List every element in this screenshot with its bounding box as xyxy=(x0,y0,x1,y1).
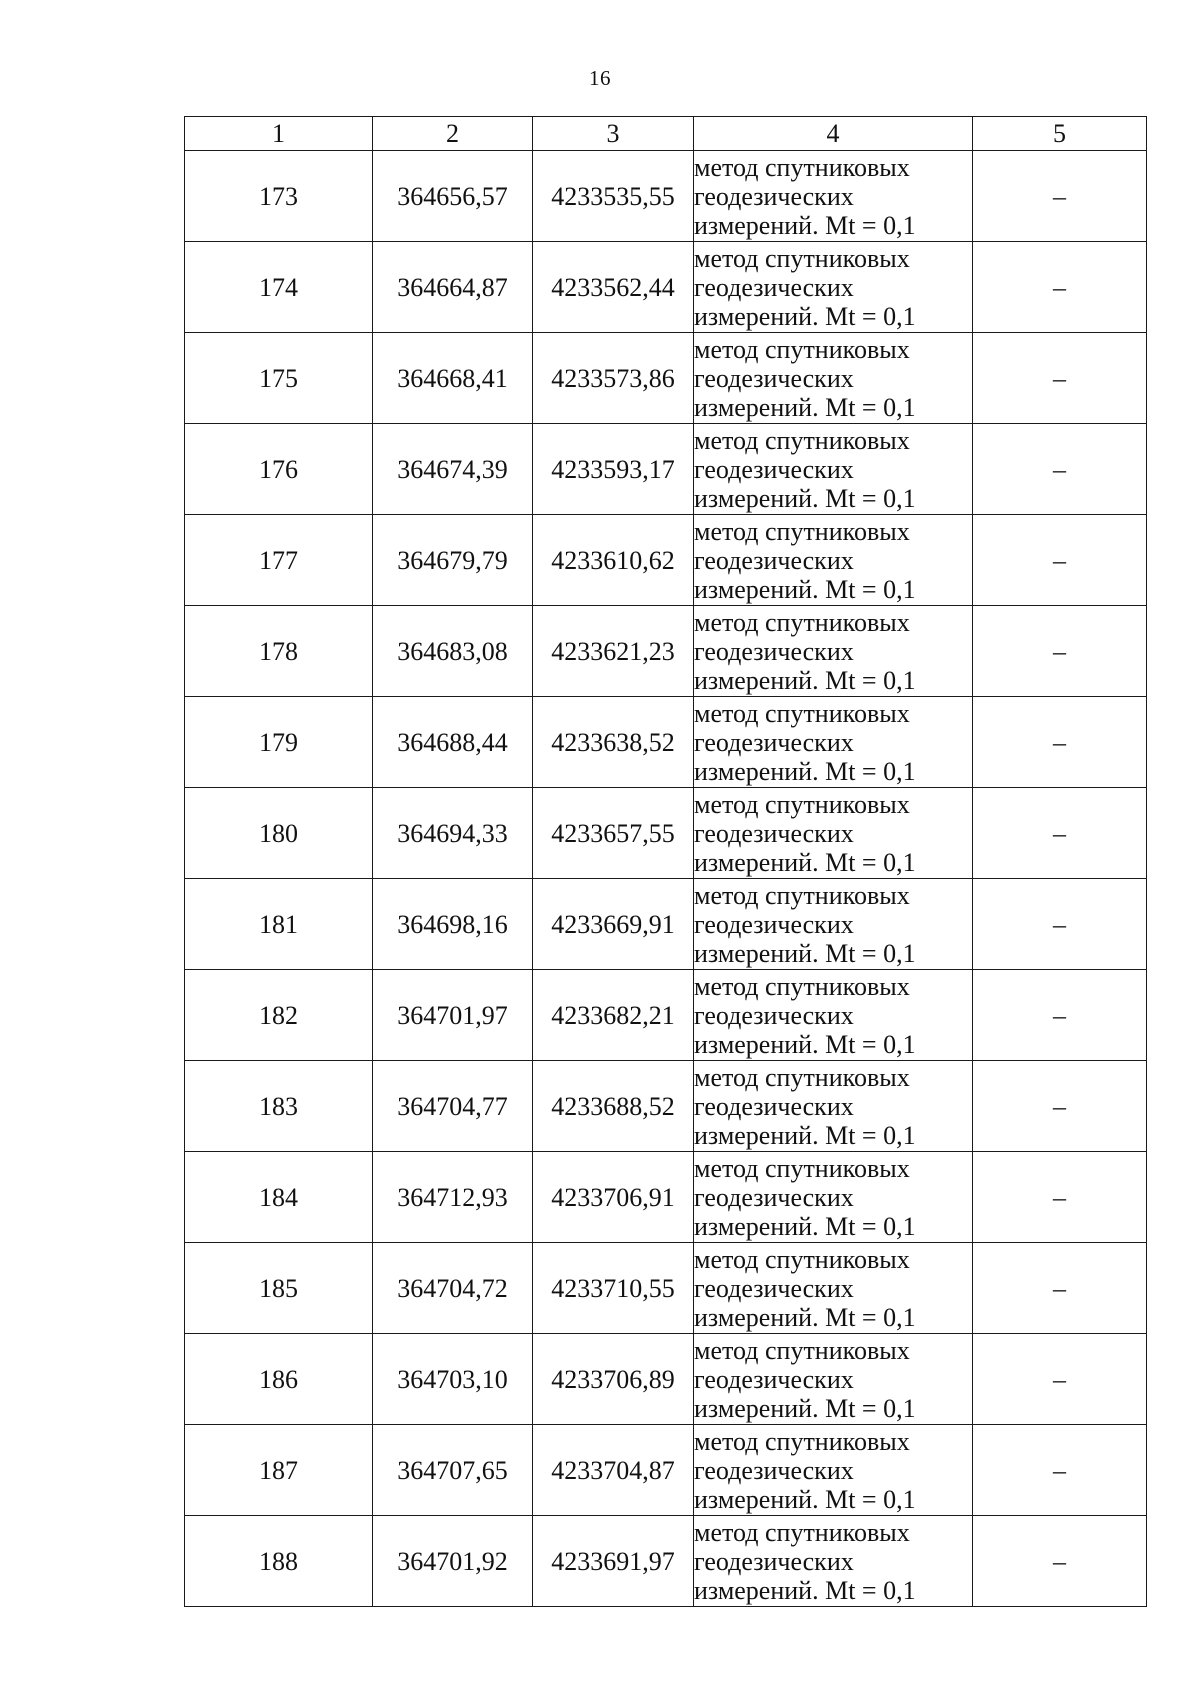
method-line: метод спутниковых xyxy=(694,698,910,728)
method-line: метод спутниковых xyxy=(694,1426,910,1456)
column-header-1: 1 xyxy=(185,117,373,151)
note-cell: – xyxy=(973,1152,1147,1243)
table-header xyxy=(185,117,1147,151)
method-line: измерений. Mt = 0,1 xyxy=(694,756,916,786)
method-line: геодезических xyxy=(694,1182,854,1212)
point-number-cell: 181 xyxy=(185,879,373,970)
y-coordinate-cell: 4233593,17 xyxy=(533,424,694,515)
method-line: метод спутниковых xyxy=(694,1244,910,1274)
method-line: измерений. Mt = 0,1 xyxy=(694,938,916,968)
note-cell: – xyxy=(973,697,1147,788)
method-line: геодезических xyxy=(694,1546,854,1576)
note-cell: – xyxy=(973,1425,1147,1516)
table-row xyxy=(185,697,1147,788)
x-coordinate-cell: 364704,72 xyxy=(373,1243,533,1334)
x-coordinate-cell: 364707,65 xyxy=(373,1425,533,1516)
method-line: геодезических xyxy=(694,1273,854,1303)
method-line: измерений. Mt = 0,1 xyxy=(694,483,916,513)
table-row xyxy=(185,515,1147,606)
point-number-cell: 188 xyxy=(185,1516,373,1607)
x-coordinate-cell: 364703,10 xyxy=(373,1334,533,1425)
table-row xyxy=(185,1425,1147,1516)
method-line: метод спутниковых xyxy=(694,1062,910,1092)
point-number-cell: 182 xyxy=(185,970,373,1061)
table-row xyxy=(185,1061,1147,1152)
x-coordinate-cell: 364679,79 xyxy=(373,515,533,606)
note-cell: – xyxy=(973,151,1147,242)
note-cell: – xyxy=(973,1516,1147,1607)
table-row xyxy=(185,1334,1147,1425)
point-number-cell: 177 xyxy=(185,515,373,606)
method-line: измерений. Mt = 0,1 xyxy=(694,392,916,422)
method-line: геодезических xyxy=(694,1455,854,1485)
note-cell: – xyxy=(973,333,1147,424)
method-cell xyxy=(694,1334,973,1425)
method-line: геодезических xyxy=(694,1000,854,1030)
note-cell: – xyxy=(973,1243,1147,1334)
point-number-cell: 183 xyxy=(185,1061,373,1152)
x-coordinate-cell: 364712,93 xyxy=(373,1152,533,1243)
point-number-cell: 175 xyxy=(185,333,373,424)
method-line: метод спутниковых xyxy=(694,425,910,455)
method-line: измерений. Mt = 0,1 xyxy=(694,1393,916,1423)
method-line: геодезических xyxy=(694,727,854,757)
point-number-cell: 173 xyxy=(185,151,373,242)
method-line: измерений. Mt = 0,1 xyxy=(694,1484,916,1514)
y-coordinate-cell: 4233562,44 xyxy=(533,242,694,333)
header-row xyxy=(185,117,1147,151)
x-coordinate-cell: 364664,87 xyxy=(373,242,533,333)
y-coordinate-cell: 4233657,55 xyxy=(533,788,694,879)
method-line: измерений. Mt = 0,1 xyxy=(694,665,916,695)
page-number: 16 xyxy=(589,66,611,90)
x-coordinate-cell: 364688,44 xyxy=(373,697,533,788)
method-cell xyxy=(694,151,973,242)
note-cell: – xyxy=(973,424,1147,515)
point-number-cell: 178 xyxy=(185,606,373,697)
note-cell: – xyxy=(973,515,1147,606)
table-row xyxy=(185,1152,1147,1243)
method-line: метод спутниковых xyxy=(694,516,910,546)
x-coordinate-cell: 364698,16 xyxy=(373,879,533,970)
method-cell xyxy=(694,970,973,1061)
method-cell xyxy=(694,242,973,333)
method-line: метод спутниковых xyxy=(694,152,910,182)
y-coordinate-cell: 4233638,52 xyxy=(533,697,694,788)
method-line: метод спутниковых xyxy=(694,243,910,273)
method-cell xyxy=(694,879,973,970)
x-coordinate-cell: 364704,77 xyxy=(373,1061,533,1152)
table-row xyxy=(185,879,1147,970)
table-row xyxy=(185,1516,1147,1607)
method-line: геодезических xyxy=(694,454,854,484)
method-cell xyxy=(694,697,973,788)
note-cell: – xyxy=(973,970,1147,1061)
table-body xyxy=(185,151,1147,1607)
column-header-2: 2 xyxy=(373,117,533,151)
y-coordinate-cell: 4233610,62 xyxy=(533,515,694,606)
column-header-5: 5 xyxy=(973,117,1147,151)
y-coordinate-cell: 4233573,86 xyxy=(533,333,694,424)
method-line: измерений. Mt = 0,1 xyxy=(694,1120,916,1150)
method-line: измерений. Mt = 0,1 xyxy=(694,1029,916,1059)
method-cell xyxy=(694,333,973,424)
method-line: измерений. Mt = 0,1 xyxy=(694,1211,916,1241)
column-header-4: 4 xyxy=(694,117,973,151)
method-line: геодезических xyxy=(694,181,854,211)
method-line: метод спутниковых xyxy=(694,971,910,1001)
x-coordinate-cell: 364674,39 xyxy=(373,424,533,515)
y-coordinate-cell: 4233704,87 xyxy=(533,1425,694,1516)
column-header-3: 3 xyxy=(533,117,694,151)
method-line: геодезических xyxy=(694,818,854,848)
note-cell: – xyxy=(973,606,1147,697)
method-line: метод спутниковых xyxy=(694,334,910,364)
method-line: геодезических xyxy=(694,909,854,939)
method-line: метод спутниковых xyxy=(694,789,910,819)
method-cell xyxy=(694,424,973,515)
y-coordinate-cell: 4233682,21 xyxy=(533,970,694,1061)
table-row xyxy=(185,1243,1147,1334)
method-cell xyxy=(694,1425,973,1516)
method-line: метод спутниковых xyxy=(694,880,910,910)
method-line: геодезических xyxy=(694,363,854,393)
x-coordinate-cell: 364701,97 xyxy=(373,970,533,1061)
method-line: метод спутниковых xyxy=(694,607,910,637)
note-cell: – xyxy=(973,788,1147,879)
point-number-cell: 187 xyxy=(185,1425,373,1516)
x-coordinate-cell: 364656,57 xyxy=(373,151,533,242)
table-row xyxy=(185,788,1147,879)
method-line: геодезических xyxy=(694,1091,854,1121)
table-row xyxy=(185,242,1147,333)
method-line: измерений. Mt = 0,1 xyxy=(694,1302,916,1332)
y-coordinate-cell: 4233706,89 xyxy=(533,1334,694,1425)
note-cell: – xyxy=(973,1334,1147,1425)
method-line: геодезических xyxy=(694,636,854,666)
method-cell xyxy=(694,515,973,606)
table-row xyxy=(185,606,1147,697)
table-row xyxy=(185,970,1147,1061)
x-coordinate-cell: 364668,41 xyxy=(373,333,533,424)
method-cell xyxy=(694,1516,973,1607)
point-number-cell: 180 xyxy=(185,788,373,879)
note-cell: – xyxy=(973,1061,1147,1152)
table-row xyxy=(185,333,1147,424)
point-number-cell: 176 xyxy=(185,424,373,515)
method-line: метод спутниковых xyxy=(694,1153,910,1183)
coordinates-table xyxy=(184,116,1147,1607)
point-number-cell: 174 xyxy=(185,242,373,333)
x-coordinate-cell: 364683,08 xyxy=(373,606,533,697)
note-cell: – xyxy=(973,242,1147,333)
y-coordinate-cell: 4233621,23 xyxy=(533,606,694,697)
method-cell xyxy=(694,1243,973,1334)
method-line: измерений. Mt = 0,1 xyxy=(694,1575,916,1605)
method-cell xyxy=(694,1152,973,1243)
y-coordinate-cell: 4233535,55 xyxy=(533,151,694,242)
point-number-cell: 186 xyxy=(185,1334,373,1425)
method-line: измерений. Mt = 0,1 xyxy=(694,847,916,877)
y-coordinate-cell: 4233710,55 xyxy=(533,1243,694,1334)
y-coordinate-cell: 4233691,97 xyxy=(533,1516,694,1607)
method-cell xyxy=(694,1061,973,1152)
y-coordinate-cell: 4233688,52 xyxy=(533,1061,694,1152)
method-line: измерений. Mt = 0,1 xyxy=(694,210,916,240)
note-cell: – xyxy=(973,879,1147,970)
method-line: геодезических xyxy=(694,272,854,302)
x-coordinate-cell: 364701,92 xyxy=(373,1516,533,1607)
method-cell xyxy=(694,606,973,697)
point-number-cell: 179 xyxy=(185,697,373,788)
method-line: метод спутниковых xyxy=(694,1335,910,1365)
table-row xyxy=(185,151,1147,242)
table-row xyxy=(185,424,1147,515)
method-cell xyxy=(694,788,973,879)
method-line: метод спутниковых xyxy=(694,1517,910,1547)
method-line: измерений. Mt = 0,1 xyxy=(694,301,916,331)
point-number-cell: 185 xyxy=(185,1243,373,1334)
x-coordinate-cell: 364694,33 xyxy=(373,788,533,879)
y-coordinate-cell: 4233706,91 xyxy=(533,1152,694,1243)
method-line: геодезических xyxy=(694,1364,854,1394)
point-number-cell: 184 xyxy=(185,1152,373,1243)
y-coordinate-cell: 4233669,91 xyxy=(533,879,694,970)
method-line: геодезических xyxy=(694,545,854,575)
method-line: измерений. Mt = 0,1 xyxy=(694,574,916,604)
